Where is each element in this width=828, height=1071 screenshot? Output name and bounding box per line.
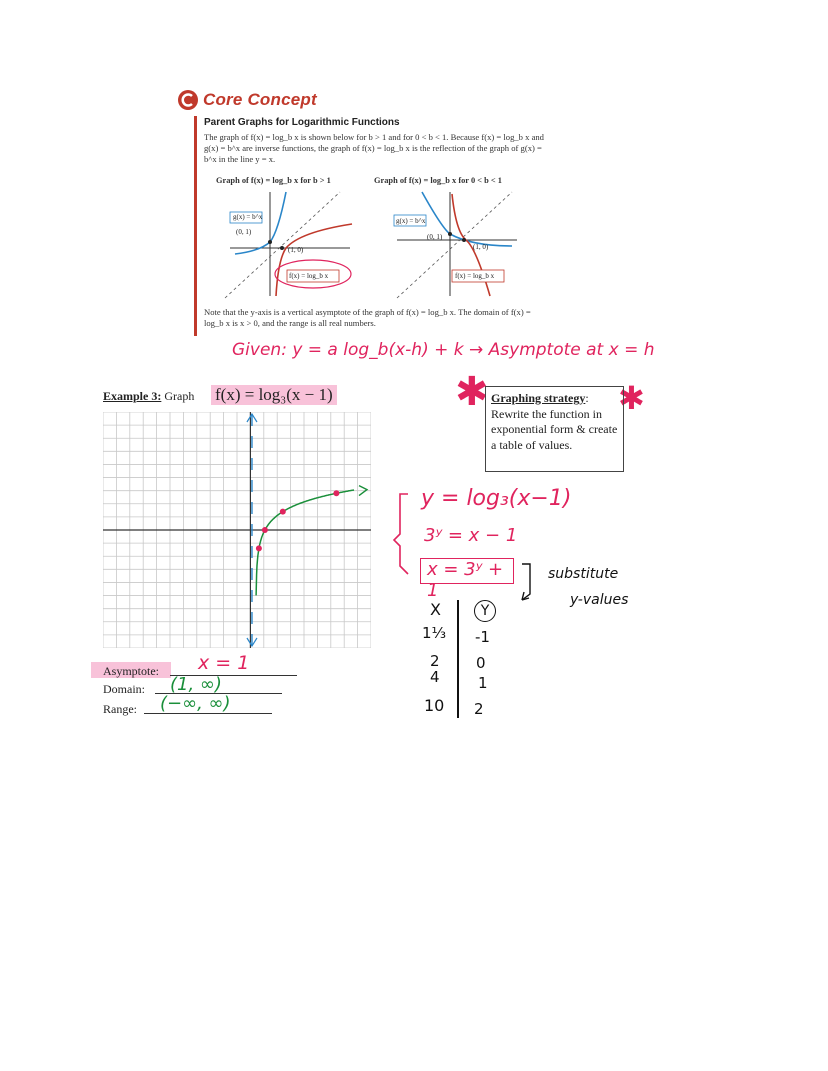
example-label (103, 389, 194, 404)
label-f-right: f(x) = log_b x (455, 272, 495, 280)
asymptote-value: x = 1 (198, 652, 250, 674)
table-cell: 2 (430, 652, 440, 670)
example-instruction: Graph (164, 389, 195, 403)
data-point (256, 545, 262, 551)
side-note-1: substitute (548, 566, 619, 582)
star-right-icon: ✱ (618, 379, 645, 417)
substitute-arrow-icon (518, 560, 548, 610)
side-note-2: y-values (570, 592, 629, 608)
given-note: Given: y = a log_b(x-h) + k → Asymptote at x = h (232, 340, 655, 360)
label-f-left: f(x) = log_b x (289, 272, 329, 280)
graph-right-title: Graph of f(x) = log_b x for 0 < b < 1 (374, 176, 502, 185)
core-concept-bar (194, 116, 197, 336)
data-point (262, 527, 268, 533)
core-concept-note: Note that the y-axis is a vertical asymptote of the graph of f(x) = log_b x. The domain of f(x) = log_b x is x > 0, and the range is all real numbers. (204, 307, 531, 328)
core-concept-title: Core Concept (203, 90, 317, 109)
table-cell: 10 (424, 696, 445, 715)
parent-graph-left (220, 188, 360, 300)
table-cell: -1 (475, 628, 490, 646)
range-value: (−∞, ∞) (160, 693, 231, 714)
data-point (333, 490, 339, 496)
strategy-colon: : (585, 391, 589, 405)
strategy-body: Rewrite the function in exponential form & create a table of values. (491, 406, 618, 452)
label-point-10-left: (1, 0) (288, 246, 304, 254)
table-cell: 2 (474, 700, 484, 718)
work-line-1: y = log₃(x−1) (421, 486, 572, 511)
parent-graph-right (392, 188, 522, 300)
core-concept-heading: Parent Graphs for Logarithmic Functions (204, 117, 400, 128)
example-graph (103, 412, 371, 648)
table-cell: 1⅓ (422, 624, 447, 642)
table-cell: 0 (476, 654, 486, 672)
example-number: Example 3: (103, 389, 162, 403)
work-line-3: x = 3ʸ + 1 (420, 558, 514, 584)
domain-label: Domain: (103, 682, 145, 696)
label-point-01-right: (0, 1) (427, 233, 443, 241)
work-bracket-icon (390, 490, 420, 580)
label-g-left: g(x) = b^x (233, 213, 263, 221)
work-line-2: 3ʸ = x − 1 (424, 525, 518, 546)
label-point-01-left: (0, 1) (236, 228, 252, 236)
series-line (256, 490, 354, 595)
core-concept-paragraph: The graph of f(x) = log_b x is shown below for b > 1 and for 0 < b < 1. Because f(x) = log_b x and g(x) = b^x are inverse functions, the graph of f(x) = log_b x is the reflection of the graph of g(x) = b^x in the line y = x. (204, 132, 544, 164)
table-cell: 4 (430, 668, 440, 686)
core-concept-logo-icon (177, 89, 199, 111)
graph-left-title: Graph of f(x) = log_b x for b > 1 (216, 176, 331, 185)
label-point-10-right: (1, 0) (473, 243, 489, 251)
example-function: f(x) = log₃(x − 1) (211, 385, 337, 405)
domain-value: (1, ∞) (170, 674, 222, 695)
table-header-x: X (430, 600, 441, 619)
star-left-icon: ✱ (455, 369, 489, 415)
label-g-right: g(x) = b^x (396, 217, 426, 225)
range-label: Range: (103, 702, 137, 716)
table-cell: 1 (478, 674, 488, 692)
strategy-title: Graphing strategy (491, 391, 586, 405)
table-divider (457, 600, 459, 718)
values-table (420, 600, 500, 720)
graphing-strategy-box (485, 386, 624, 472)
asymptote-label: Asymptote: (103, 664, 159, 678)
table-header-y: Y (474, 600, 496, 622)
data-point (280, 509, 286, 515)
